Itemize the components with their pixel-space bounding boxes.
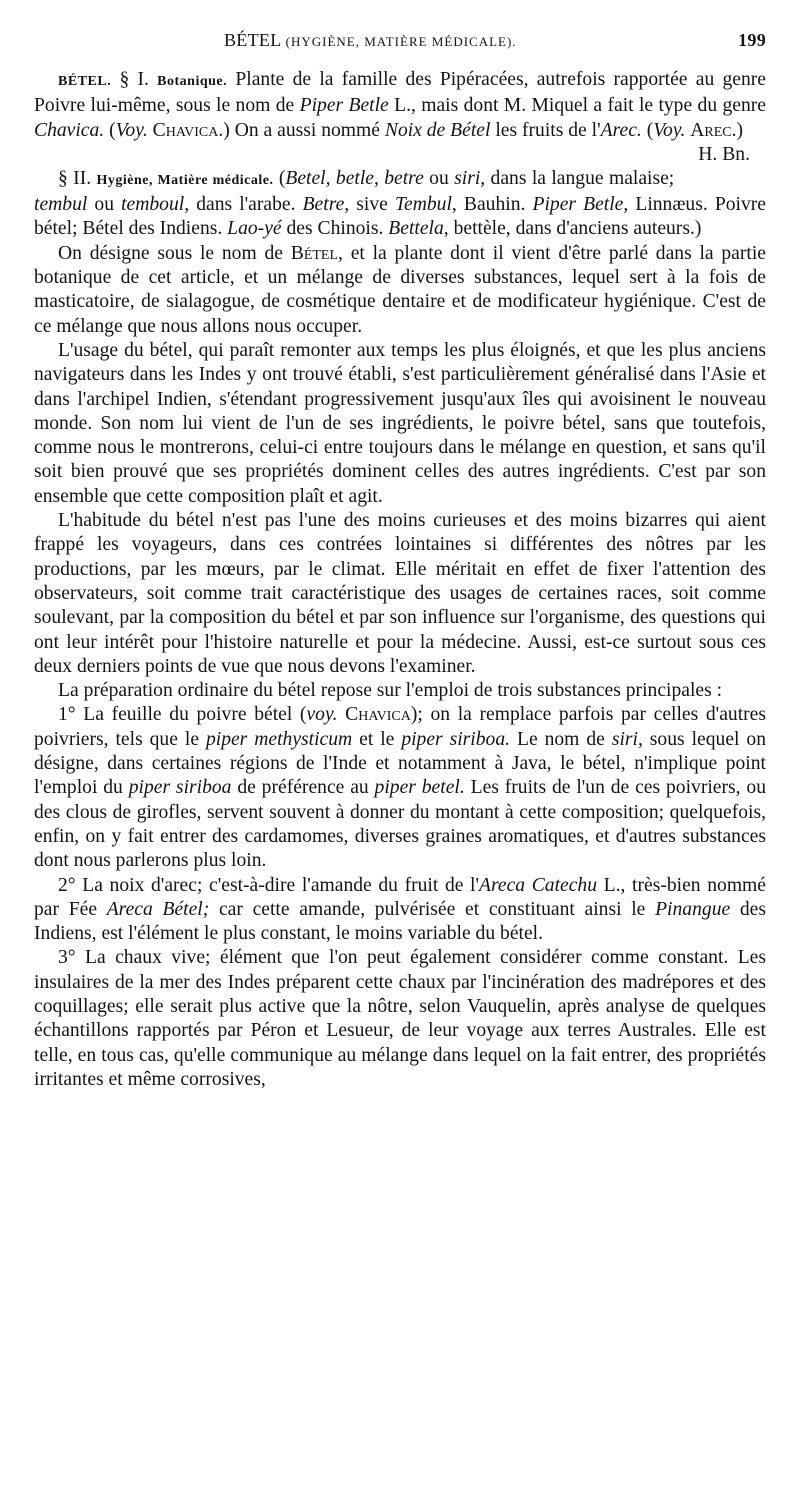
text-run: ); on la remplace parfois par celles d'autres poivriers, tels que le [34,704,766,750]
section-botanique [34,68,766,165]
running-header [34,30,766,56]
list-item: 3° La chaux vive; élément que l'on peut également considérer comme constant. Les insulaires de la mer des Indes préparent cette chaux par l'incinération des madrépores et des coquillages; elle serait plus active que la nôtre, selon Vauquelin, après analyse de quelques échantillons rapportés par Péron et Lesueur, de leur voyage aux terres Australes. Elle est telle, en tous cas, qu'elle communique au mélange dans lequel on la fait entrer, des propriétés irritantes et même corrosives, [34,947,766,1090]
crossref: Chavica. [152,119,224,141]
text-run: ( [641,119,654,141]
text-run: Plante de la famille des Pipéracées, autrefois rapportée au genre Poivre lui-même, sous le nom de [34,69,766,117]
section-title: Hygiène, Matière médicale. [96,172,274,188]
text-run: et le [352,728,402,750]
italic-run: Tembul, [394,194,457,216]
italic-run: voy. [306,704,338,726]
small-caps-run: Bétel [290,242,339,264]
italic-run: Betre, [302,194,350,216]
paragraph [34,242,766,339]
text-run: 1° La feuille du poivre bétel ( [58,704,307,726]
italic-run: Bettela, [388,218,449,240]
italic-run: piper siriboa [128,777,232,799]
italic-run: tembul [34,194,88,216]
text-run: dans l'arabe. [189,194,303,216]
text-run: des Indiens, est l'élément le plus constant, le moins variable du bétel. [34,898,767,945]
text-run: L., mais dont M. Miquel a fait le type du genre [388,95,766,117]
page-number: 199 [738,30,766,50]
paragraph: La préparation ordinaire du bétel repose sur l'emploi de trois substances principales : [58,680,723,702]
crossref: Chavica [345,704,411,726]
paragraph: L'usage du bétel, qui paraît remonter aux temps les plus éloignés, et que les plus anciens navigateurs dans les Indes y ont trouvé établi, s'est particulièrement généralisé dans l'Asie et dans l'archipel Indien, s'étendant progressivement jusqu'aux îles qui avoisinent le nouveau monde. Son nom lui vient de l'un de ses ingrédients, le poivre bétel, sans que toutefois, comme nous le montrerons, celui-ci entre toujours dans le mélange en question, et sans qu'il soit bien prouvé que ses propriétés dominent celles des autres ingrédients. C'est par son ensemble que cette composition plaît et agit. [34,339,766,507]
text-run: ( [273,167,286,189]
text-run: sous lequel on désigne, dans certaines régions de l'Inde et notamment à Java, le bétel, n'implique point l'emploi du [34,728,766,799]
article-body [34,68,766,1092]
italic-run: piper siriboa. [401,728,511,750]
italic-run: Betel, betle, betre [285,167,424,189]
text-run: des Chinois. [281,218,389,240]
italic-run: siri, [611,728,643,750]
running-title-sub: (HYGIÈNE, MATIÈRE MÉDICALE). [285,34,517,49]
text-run: de préférence au [231,777,375,799]
list-item [34,874,766,947]
section-hygiene [34,167,766,242]
list-item [34,703,766,873]
section-mark: § I. [119,69,149,90]
italic-run: Noix de Bétel [384,119,491,141]
text-run: sive [349,194,395,216]
text-run: L., très-bien nommé par Fée [34,874,766,920]
crossref: Arec. [690,119,737,141]
italic-run: Chavica. [34,119,105,141]
document-page [34,30,766,1092]
entry-lead: BÉTEL. [58,74,112,89]
text-run: bettèle, dans d'anciens auteurs.) [448,218,702,240]
text-run: Le nom de [510,728,612,750]
text-run: Linnæus. Poivre bétel; Bétel des Indiens. [34,194,766,240]
italic-run: piper methysticum [205,728,353,750]
text-run: ou [423,167,455,189]
italic-run: Piper Betle, [532,194,629,216]
author-signature: H. Bn. [698,143,750,165]
italic-run: Voy. [115,119,148,141]
italic-run: Arec. [600,119,642,141]
italic-run: siri, [454,167,486,189]
text-run: les fruits de l' [490,119,601,141]
italic-run: temboul, [121,194,190,216]
italic-run: Piper Betle [299,95,389,117]
text-run: 2° La noix d'arec; c'est-à-dire l'amande du fruit de l' [58,874,480,896]
text-run: Les fruits de l'un de ces poivriers, ou des clous de girofles, servent souvent à donner du montant à cette composition; quelquefois, enfin, on y fait entrer des cardamomes, diverses graines aromatiques, et d'autres substances dont nous parlerons plus loin. [34,777,766,872]
italic-run: piper betel. [374,777,465,799]
italic-run: Pinangue [655,898,731,920]
text-run: , et la plante dont il vient d'être parlé dans la partie botanique de cet article, et un mélange de diverses substances, lequel sert à la fois de masticatoire, de sialagogue, de cosmétique dentaire et de modificateur hygiénique. C'est de ce mélange que nous allons nous occuper. [34,242,766,337]
text-run: ) [736,119,744,141]
text-run: ou [87,194,122,216]
italic-run: Lao-yé [227,218,282,240]
text-run: dans la langue malaise; [485,167,675,189]
section-mark: § II. [58,167,92,189]
text-run [337,704,345,725]
section-title: Botanique. [157,74,228,89]
italic-run: Voy. [653,119,686,141]
text-run: Bauhin. [456,194,533,216]
text-run: car cette amande, pulvérisée et constituant ainsi le [209,898,656,920]
paragraph: L'habitude du bétel n'est pas l'une des moins curieuses et des moins bizarres qui aient frappé les voyageurs, dans ces contrées lointaines si différentes des nôtres par les productions, par les mœurs, par le climat. Elle méritait en effet de fixer l'attention des observateurs, soit comme trait caractéristique des usages de certaines races, soit comme soulevant, par la composition du bétel et par son influence sur l'organisme, des questions qui ont leur intérêt pour l'histoire naturelle et pour la médecine. Aussi, est-ce surtout sous ces deux derniers points de vue que nous devons l'examiner. [34,510,766,677]
text-run: ) On a aussi nommé [223,119,385,141]
italic-run: Areca Bétel; [106,898,210,920]
text-run: On désigne sous le nom de [58,242,291,264]
text-run: ( [104,119,116,141]
running-title [224,30,517,51]
italic-run: Areca Catechu [479,874,598,896]
running-title-main: BÉTEL [224,30,281,50]
